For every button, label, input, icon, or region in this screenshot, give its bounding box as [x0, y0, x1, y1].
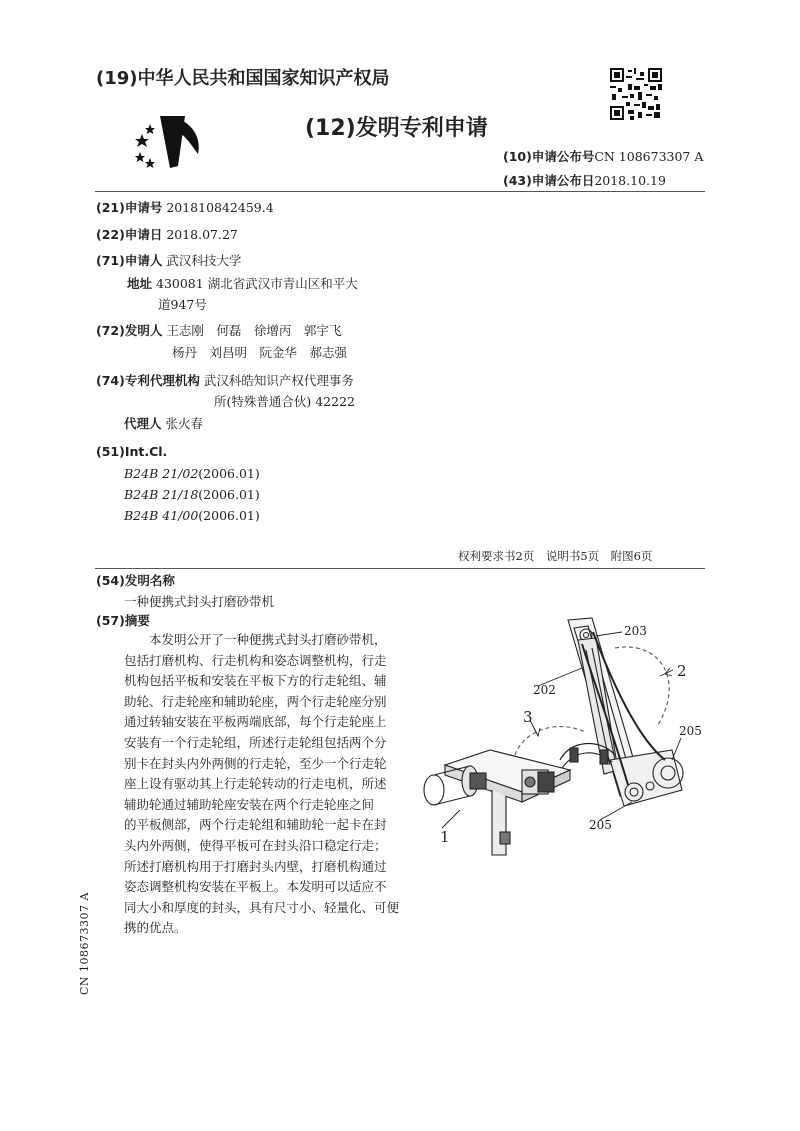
- publication-date: (43)申请公布日2018.10.19: [503, 173, 666, 188]
- divider: [95, 191, 705, 192]
- figure-label: 205: [679, 724, 702, 738]
- abstract-line: 座上设有驱动其上行走轮转动的行走电机，所述: [124, 776, 387, 792]
- cnipa-logo: [130, 106, 210, 176]
- abstract-line: 姿态调整机构安装在平板上。本发明可以适应不: [124, 879, 387, 895]
- abstract-text: [124, 630, 400, 939]
- inventors: (72)发明人 王志刚 何磊 徐增丙 郭宇飞: [96, 323, 342, 338]
- figure-label: 3: [523, 708, 533, 726]
- abstract-line: 包括打磨机构、行走机构和姿态调整机构，行走: [124, 652, 387, 668]
- figure-label: 2: [677, 662, 687, 680]
- inventors-line2: 杨丹 刘昌明 阮金华 郝志强: [172, 345, 348, 360]
- abstract-line: 助轮、行走轮座和辅助轮座，两个行走轮座分别: [124, 693, 387, 709]
- filing-date: (22)申请日 2018.07.27: [96, 227, 238, 242]
- publication-number: (10)申请公布号CN 108673307 A: [503, 149, 704, 164]
- applicant: (71)申请人 武汉科技大学: [96, 253, 242, 268]
- figure-label: 202: [533, 683, 556, 697]
- abstract-line: 别卡在封头内外两侧的行走轮，至少一个行走轮: [124, 755, 387, 771]
- patent-agency-line2: 所(特殊普通合伙) 42222: [214, 394, 355, 409]
- abstract-label: (57)摘要: [96, 613, 150, 628]
- abstract-line: 本发明公开了一种便携式封头打磨砂带机，: [124, 632, 387, 647]
- agent: 代理人 张火春: [124, 416, 204, 431]
- abstract-line: 所述打磨机构用于打磨封头内壁，打磨机构通过: [124, 858, 387, 874]
- figure-label: 1: [440, 828, 450, 846]
- pages-info: 权利要求书2页 说明书5页 附图6页: [458, 549, 653, 563]
- qr-code: [610, 68, 662, 120]
- figure-label: 203: [624, 624, 647, 638]
- abstract-line: 携的优点。: [124, 920, 187, 936]
- abstract-line: 辅助轮通过辅助轮座安装在两个行走轮座之间: [124, 796, 375, 812]
- address: 地址 430081 湖北省武汉市青山区和平大: [127, 276, 358, 291]
- abstract-line: 安装有一个行走轮组，所述行走轮组包括两个分: [124, 734, 387, 750]
- intcl-entry: B24B 41/00(2006.01): [124, 508, 260, 523]
- abstract-line: 通过转轴安装在平板两端底部，每个行走轮座上: [124, 714, 387, 730]
- intcl-label: (51)Int.Cl.: [96, 444, 168, 459]
- abstract-line: 头内外两侧，使得平板可在封头沿口稳定行走；: [124, 837, 387, 853]
- office-name: (19)中华人民共和国国家知识产权局: [96, 68, 390, 89]
- address-line2: 道947号: [158, 297, 207, 312]
- abstract-line: 机构包括平板和安装在平板下方的行走轮组、辅: [124, 673, 387, 689]
- intcl-entry: B24B 21/18(2006.01): [124, 487, 260, 502]
- figure-label: 205: [589, 818, 612, 832]
- intcl-entry: B24B 21/02(2006.01): [124, 466, 260, 481]
- divider: [95, 568, 705, 569]
- patent-agency: (74)专利代理机构 武汉科皓知识产权代理事务: [96, 373, 354, 388]
- abstract-line: 的平板侧部，两个行走轮组和辅助轮一起卡在封: [124, 817, 387, 833]
- document-type: (12)发明专利申请: [305, 116, 488, 141]
- title-label: (54)发明名称: [96, 573, 175, 588]
- abstract-drawing: [410, 610, 710, 880]
- abstract-line: 同大小和厚度的封头，具有尺寸小、轻量化、可便: [124, 899, 400, 915]
- invention-title: 一种便携式封头打磨砂带机: [124, 594, 275, 609]
- side-publication-number: CN 108673307 A: [78, 892, 91, 995]
- application-number: (21)申请号 201810842459.4: [96, 200, 274, 215]
